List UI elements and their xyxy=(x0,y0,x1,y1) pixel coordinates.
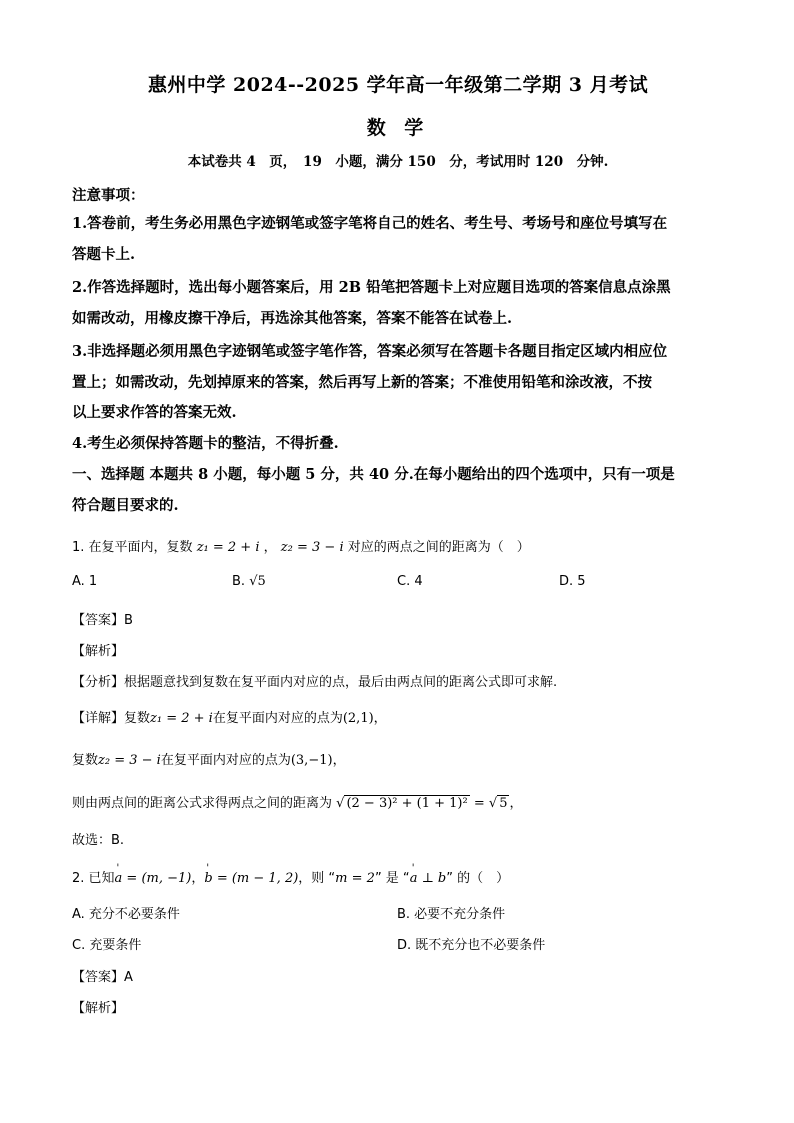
question-2-sep: ， xyxy=(191,871,205,886)
question-1-option-a[interactable]: A. 1 xyxy=(72,574,98,589)
notice-item-1-line-1: 1.答卷前，考生务必用黑色字迹钢笔或签字笔将自己的姓名、考生号、考场号和座位号填写在 xyxy=(72,215,668,232)
detail-3-prefix: 则由两点间的距离公式求得两点之间的距离为 xyxy=(72,796,333,811)
question-2-suffix: ” 的（ ） xyxy=(446,871,510,886)
detail-1-mid: 在复平面内对应的点为 xyxy=(212,711,343,726)
question-1-suffix: 对应的两点之间的距离为（ ） xyxy=(347,540,530,555)
detail-3-end: ， xyxy=(509,796,523,811)
question-1-detail-1 xyxy=(72,707,387,726)
detail-2-prefix: 复数 xyxy=(72,753,99,768)
question-2-answer: 【答案】A xyxy=(72,970,133,985)
question-1-detail-2 xyxy=(72,749,346,768)
detail-1-math: z₁ = 2 + i xyxy=(150,711,213,726)
section-1-heading-line-1: 一、选择题 本题共 8 小题，每小题 5 分，共 40 分.在每小题给出的四个选项中，只有一项是 xyxy=(72,466,675,483)
notice-item-3-line-2: 置上；如需改动，先划掉原来的答案，然后再写上新的答案；不准使用铅笔和涂改液，不按 xyxy=(72,374,652,391)
question-2-stem xyxy=(72,867,509,886)
question-2-option-b[interactable]: B. 必要不充分条件 xyxy=(397,907,506,922)
notice-item-3-line-3: 以上要求作答的答案无效. xyxy=(72,404,237,421)
detail-2-mid: 在复平面内对应的点为 xyxy=(160,753,291,768)
section-1-heading-line-2: 符合题目要求的. xyxy=(72,497,179,514)
exam-info: 本试卷共 4 页， 19 小题，满分 150 分，考试用时 120 分钟. xyxy=(187,154,609,170)
question-1-conclusion: 故选：B. xyxy=(72,833,125,848)
detail-2-end: ， xyxy=(332,753,346,768)
detail-2-math: z₂ = 3 − i xyxy=(98,753,161,768)
question-2-option-c[interactable]: C. 充要条件 xyxy=(72,938,142,953)
question-2-vector-b: ' b = (m − 1, 2) xyxy=(204,871,298,886)
question-1-option-b[interactable] xyxy=(232,574,266,589)
notice-item-3-line-1: 3.非选择题必须用黑色字迹钢笔或签字笔作答，答案必须写在答题卡各题目指定区域内相应位 xyxy=(72,343,668,360)
detail-1-point: (2,1) xyxy=(342,711,374,726)
exam-title: 惠州中学 2024--2025 学年高一年级第二学期 3 月考试 xyxy=(147,74,649,96)
question-2-option-d[interactable]: D. 既不充分也不必要条件 xyxy=(397,938,546,953)
detail-2-point: (3,−1) xyxy=(290,753,333,768)
question-2-perp: ' a ⊥ b xyxy=(410,871,447,886)
question-1-option-b-label: B. xyxy=(232,574,246,589)
notice-item-4: 4.考生必须保持答题卡的整洁，不得折叠. xyxy=(72,435,339,452)
detail-1-end: ， xyxy=(373,711,387,726)
question-2-prefix: 2. 已知 xyxy=(72,871,115,886)
question-1-analysis-label: 【解析】 xyxy=(72,644,125,659)
question-1-option-d[interactable]: D. 5 xyxy=(559,574,586,589)
question-1-prefix: 1. 在复平面内，复数 xyxy=(72,540,193,555)
question-1-fenxi: 【分析】根据题意找到复数在复平面内对应的点，最后由两点间的距离公式即可求解. xyxy=(72,675,558,690)
notice-item-2-line-2: 如需改动，用橡皮擦干净后，再选涂其他答案，答案不能答在试卷上. xyxy=(72,310,513,327)
detail-3-result: √ 5 xyxy=(488,796,508,811)
question-2-mid: ，则 “ xyxy=(298,871,336,886)
detail-3-eq: = xyxy=(473,796,485,811)
detail-3-radicand: (2 − 3)² + (1 + 1)² xyxy=(346,796,468,811)
question-2-condition: m = 2 xyxy=(335,871,375,886)
detail-1-prefix: 【详解】复数 xyxy=(72,711,151,726)
question-1-option-c[interactable]: C. 4 xyxy=(397,574,423,589)
notice-item-1-line-2: 答题卡上. xyxy=(72,246,136,263)
question-1-option-b-value: √5 xyxy=(249,574,266,589)
question-1-z2: z₂ = 3 − i xyxy=(280,540,344,555)
question-2-vector-a: ' a = (m, −1) xyxy=(115,871,192,886)
question-1-sep: ， xyxy=(263,540,277,555)
notice-heading: 注意事项： xyxy=(72,187,145,204)
question-1-stem xyxy=(72,536,530,555)
question-1-detail-3 xyxy=(72,792,523,811)
notice-item-2-line-1: 2.作答选择题时，选出每小题答案后，用 2B 铅笔把答题卡上对应题目选项的答案信息点涂黑 xyxy=(72,279,671,296)
question-1-answer: 【答案】B xyxy=(72,613,133,628)
exam-subject: 数 学 xyxy=(366,117,430,139)
detail-3-result-radicand: 5 xyxy=(499,796,508,811)
question-1-z1: z₁ = 2 + i xyxy=(196,540,260,555)
question-2-mid2: ” 是 “ xyxy=(374,871,410,886)
question-2-analysis-label: 【解析】 xyxy=(72,1001,125,1016)
question-2-option-a[interactable]: A. 充分不必要条件 xyxy=(72,907,180,922)
detail-3-sqrt: √ (2 − 3)² + (1 + 1)² xyxy=(336,796,468,811)
